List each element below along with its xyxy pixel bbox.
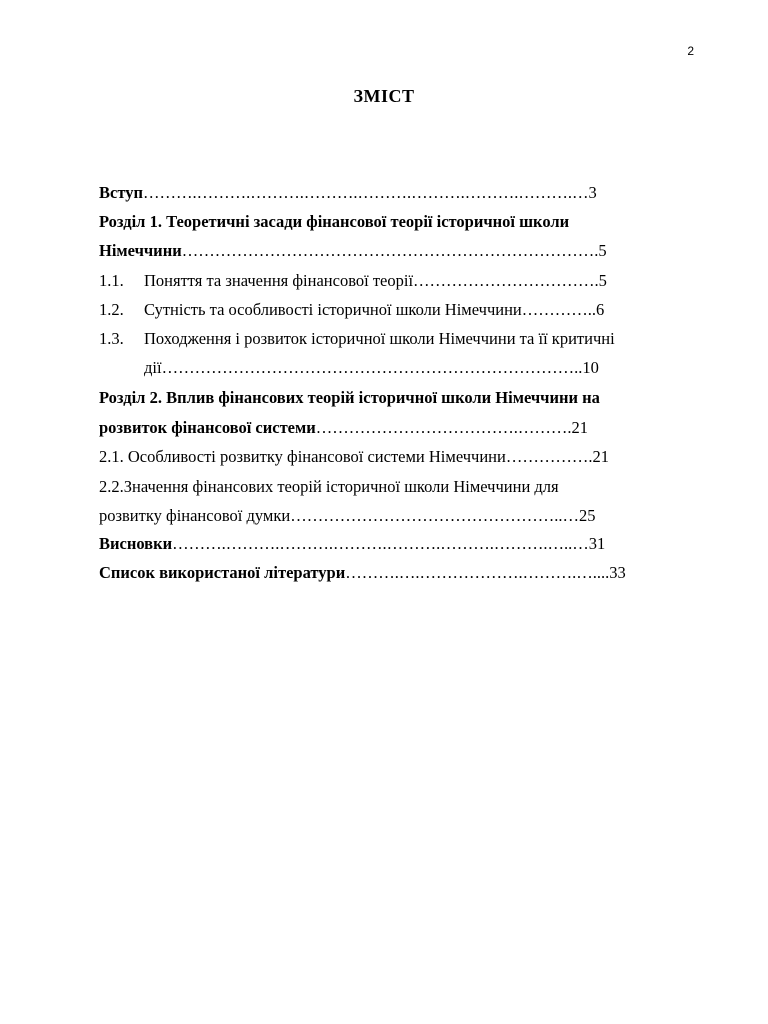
toc-entry-2-2-continued[interactable] — [99, 502, 679, 530]
toc-page-number: 33 — [609, 563, 626, 582]
toc-page-number: 5 — [598, 271, 607, 290]
page-number: 2 — [687, 44, 694, 58]
toc-entry-label: Походження і розвиток історичної школи Німеччини та її критичні — [144, 329, 615, 348]
toc-entry-label: Німеччини — [99, 241, 182, 260]
toc-entry-2-2[interactable] — [99, 473, 679, 501]
toc-page-number: 10 — [582, 358, 599, 377]
toc-entry-section-2[interactable] — [99, 384, 679, 412]
toc-entry-label: Сутність та особливості історичної школи Німеччини — [144, 300, 522, 319]
toc-leader-dots: ……………. — [505, 447, 593, 466]
toc-entry-conclusions[interactable] — [99, 530, 679, 558]
toc-page-number: 21 — [592, 447, 609, 466]
toc-entry-1-2[interactable] — [144, 296, 679, 324]
toc-entry-section-1-continued[interactable] — [99, 237, 679, 265]
toc-page-number: 25 — [578, 506, 596, 525]
toc-entry-intro[interactable] — [99, 179, 679, 207]
toc-entry-label: Висновки — [99, 534, 173, 553]
toc-entry-label: Вступ — [99, 183, 143, 202]
toc-entry-label: дії — [144, 358, 162, 377]
toc-entry-label: Список використаної літератури — [99, 563, 346, 582]
page-title: ЗМІСТ — [353, 86, 415, 106]
toc-subsection-number: 1.2. — [99, 300, 124, 319]
toc-leader-dots: ………………………………………………………………….. — [161, 358, 583, 377]
toc-entry-references[interactable] — [99, 559, 679, 587]
toc-entry-1-3[interactable] — [144, 325, 679, 353]
toc-page-number: 6 — [596, 300, 605, 319]
toc-entry-label: розвитку фінансової думки — [99, 506, 291, 525]
toc-entry-1-1[interactable] — [144, 267, 679, 295]
toc-entry-label: розвиток фінансової системи — [99, 418, 316, 437]
toc-leader-dots: ………….. — [521, 300, 596, 319]
toc-entry-label: Розділ 2. Вплив фінансових теорій історичної школи Німеччини на — [99, 388, 600, 407]
toc-subsection-number: 1.1. — [99, 271, 124, 290]
toc-entry-1-3-continued[interactable] — [144, 354, 679, 382]
toc-page-number: 5 — [598, 241, 607, 260]
toc-leader-dots: …………………………………………………………………. — [181, 241, 599, 260]
toc-page-number: 3 — [588, 183, 597, 202]
toc-leader-dots: ……….……….……….……….……….……….……….……….… — [142, 183, 589, 202]
toc-leader-dots: …………………………………………..… — [290, 506, 579, 525]
toc-page-number: 21 — [571, 418, 589, 437]
toc-entry-label: Поняття та значення фінансової теорії — [144, 271, 414, 290]
toc-entry-label: 2.2.Значення фінансових теорій історичної школи Німеччини для — [99, 477, 559, 496]
toc-leader-dots: ……….……….……….……….……….……….……….…..… — [172, 534, 589, 553]
toc-leader-dots: ……….….……………….……….….... — [345, 563, 610, 582]
toc-page-number: 31 — [588, 534, 606, 553]
toc-subsection-number: 1.3. — [99, 329, 124, 348]
toc-entry-section-1[interactable] — [99, 208, 679, 236]
toc-entry-label: 2.1. Особливості розвитку фінансової системи Німеччини — [99, 447, 506, 466]
toc-leader-dots: ……………………………….………. — [315, 418, 572, 437]
toc-entry-2-1[interactable] — [99, 443, 679, 471]
toc-entry-section-2-continued[interactable] — [99, 414, 679, 442]
toc-entry-label: Розділ 1. Теоретичні засади фінансової теорії історичної школи — [99, 212, 570, 231]
toc-leader-dots: ……………………………. — [413, 271, 599, 290]
